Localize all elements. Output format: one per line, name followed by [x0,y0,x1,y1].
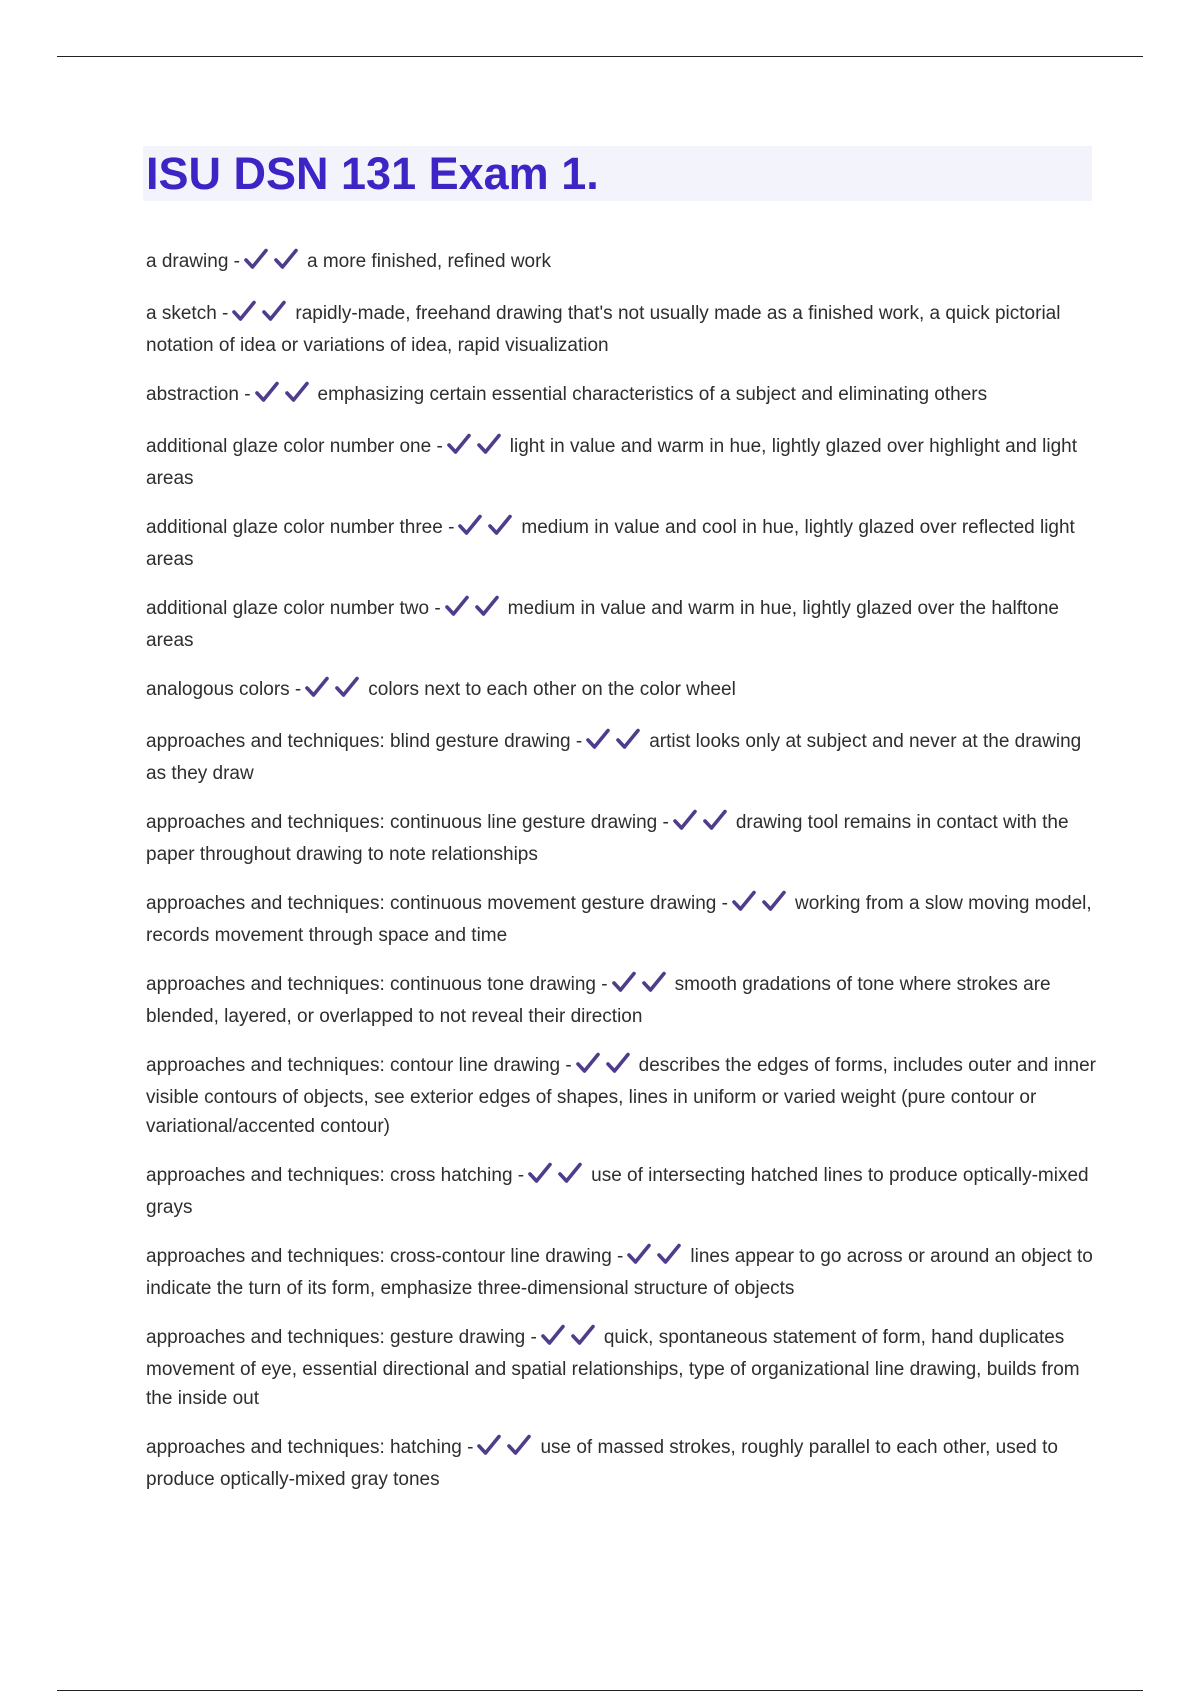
checkmark-icon [642,971,666,993]
entry-term: additional glaze color number two - [146,598,441,619]
checkmark-icon [528,1162,552,1184]
checkmark-icon [606,1052,630,1074]
entry-term: analogous colors - [146,679,302,700]
check-marks [612,971,672,1002]
entry-term: additional glaze color number one - [146,436,443,457]
entry-definition: drawing tool remains in contact with the paper throughout drawing to note relationships [146,812,1069,865]
top-rule [57,56,1143,57]
checkmark-icon [541,1324,565,1346]
check-marks [732,890,792,921]
checkmark-icon [558,1162,582,1184]
entry-term: approaches and techniques: cross-contour line drawing - [146,1246,624,1267]
entry-term: approaches and techniques: contour line drawing - [146,1055,572,1076]
checkmark-icon [285,381,309,403]
checkmark-icon [576,1052,600,1074]
checkmark-icon [488,514,512,536]
entry-definition: working from a slow moving model, records movement through space and time [146,893,1092,946]
checkmark-icon [255,381,279,403]
checkmark-icon [762,890,786,912]
entry-definition: smooth gradations of tone where strokes are blended, layered, or overlapped to not reveal their direction [146,974,1051,1027]
entry-term: approaches and techniques: continuous movement gesture drawing - [146,893,728,914]
entry-definition: light in value and warm in hue, lightly glazed over highlight and light areas [146,436,1077,489]
entry-definition: colors next to each other on the color wheel [368,679,736,700]
flashcard-entry [146,299,1096,360]
entry-term: approaches and techniques: continuous line gesture drawing - [146,812,669,833]
check-marks [477,1434,537,1465]
entry-term: approaches and techniques: hatching - [146,1437,474,1458]
entry-term: approaches and techniques: blind gesture drawing - [146,731,583,752]
checkmark-icon [274,248,298,270]
flashcard-entry [146,808,1096,869]
entry-definition: artist looks only at subject and never at the drawing as they draw [146,731,1082,784]
check-marks [541,1324,601,1355]
check-marks [576,1052,636,1083]
entry-term: approaches and techniques: cross hatching - [146,1165,525,1186]
entry-definition: use of massed strokes, roughly parallel to each other, used to produce optically-mixed gray tones [146,1437,1058,1490]
entry-definition: medium in value and cool in hue, lightly glazed over reflected light areas [146,517,1075,570]
entry-term: approaches and techniques: gesture drawing - [146,1327,537,1348]
flashcard-list [146,247,1096,1514]
flashcard-entry [146,1161,1096,1222]
checkmark-icon [335,676,359,698]
flashcard-entry [146,432,1096,493]
checkmark-icon [477,433,501,455]
check-marks [447,433,507,464]
flashcard-entry [146,1323,1096,1413]
checkmark-icon [586,728,610,750]
entry-definition: use of intersecting hatched lines to produce optically-mixed grays [146,1165,1089,1218]
checkmark-icon [571,1324,595,1346]
check-marks [255,381,315,412]
flashcard-entry [146,1433,1096,1494]
check-marks [232,300,292,331]
check-marks [586,728,646,759]
checkmark-icon [445,595,469,617]
checkmark-icon [507,1434,531,1456]
flashcard-entry [146,594,1096,655]
flashcard-entry [146,1051,1096,1141]
entry-term: approaches and techniques: continuous tone drawing - [146,974,608,995]
entry-definition: quick, spontaneous statement of form, hand duplicates movement of eye, essential directional and spatial relationships, type of organizational line drawing, builds from the inside out [146,1327,1080,1409]
check-marks [528,1162,588,1193]
flashcard-entry [146,513,1096,574]
entry-term: additional glaze color number three - [146,517,455,538]
check-marks [305,676,365,707]
checkmark-icon [673,809,697,831]
flashcard-entry [146,1242,1096,1303]
flashcard-entry [146,247,1096,279]
checkmark-icon [232,300,256,322]
check-marks [627,1243,687,1274]
entry-term: a drawing - [146,251,240,272]
check-marks [244,248,304,279]
check-marks [445,595,505,626]
flashcard-entry [146,380,1096,412]
flashcard-entry [146,970,1096,1031]
entry-definition: rapidly-made, freehand drawing that's not usually made as a finished work, a quick pictorial notation of idea or variations of idea, rapid visualization [146,303,1061,356]
entry-definition: a more finished, refined work [307,251,551,272]
entry-term: a sketch - [146,303,229,324]
checkmark-icon [475,595,499,617]
flashcard-entry [146,675,1096,707]
checkmark-icon [657,1243,681,1265]
checkmark-icon [305,676,329,698]
checkmark-icon [732,890,756,912]
checkmark-icon [458,514,482,536]
check-marks [458,514,518,545]
checkmark-icon [447,433,471,455]
entry-definition: lines appear to go across or around an object to indicate the turn of its form, emphasize three-dimensional structure of objects [146,1246,1093,1299]
entry-term: abstraction - [146,384,251,405]
checkmark-icon [703,809,727,831]
entry-definition: describes the edges of forms, includes outer and inner visible contours of objects, see exterior edges of shapes, lines in uniform or varied weight (pure contour or variational/accented contour) [146,1055,1096,1137]
checkmark-icon [477,1434,501,1456]
checkmark-icon [612,971,636,993]
flashcard-entry [146,889,1096,950]
page-title: ISU DSN 131 Exam 1. [146,148,599,199]
flashcard-entry [146,727,1096,788]
checkmark-icon [244,248,268,270]
entry-definition: emphasizing certain essential characteristics of a subject and eliminating others [317,384,988,405]
bottom-rule [57,1690,1143,1691]
checkmark-icon [262,300,286,322]
check-marks [673,809,733,840]
checkmark-icon [616,728,640,750]
checkmark-icon [627,1243,651,1265]
entry-definition: medium in value and warm in hue, lightly glazed over the halftone areas [146,598,1059,651]
